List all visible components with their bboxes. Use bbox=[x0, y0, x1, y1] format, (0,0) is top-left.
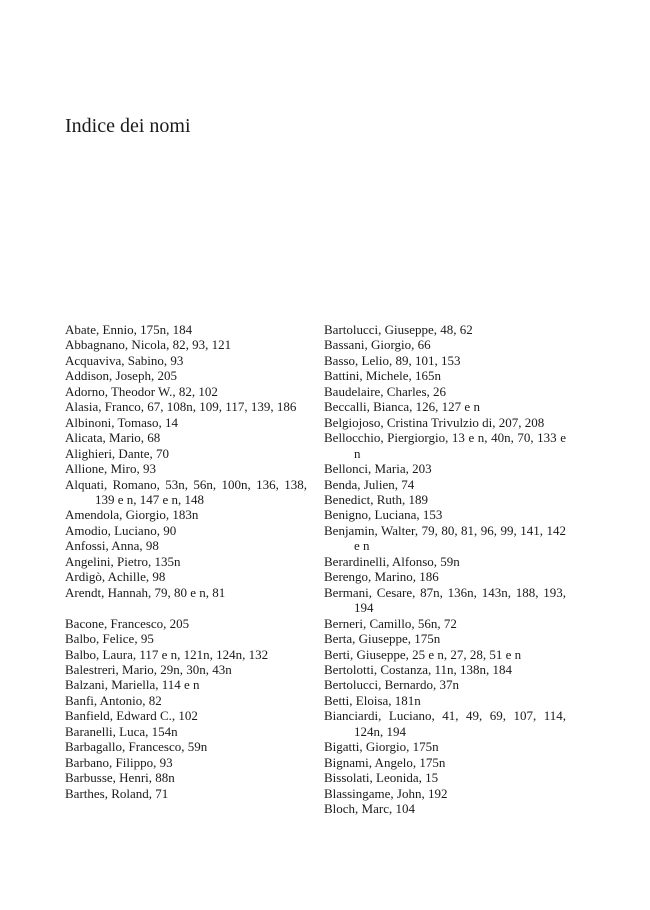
index-entry: Blassingame, John, 192 bbox=[324, 785, 448, 801]
index-entry: Allione, Miro, 93 bbox=[65, 461, 156, 477]
index-entry: Balbo, Laura, 117 e n, 121n, 124n, 132 bbox=[65, 646, 269, 662]
index-column-right bbox=[324, 322, 566, 817]
index-entry: Berardinelli, Alfonso, 59n bbox=[324, 553, 460, 569]
index-entry: Balestreri, Mario, 29n, 30n, 43n bbox=[65, 661, 232, 677]
index-column-left bbox=[65, 322, 307, 801]
index-entry: Barbagallo, Francesco, 59n bbox=[65, 739, 208, 755]
page-title: Indice dei nomi bbox=[65, 115, 191, 137]
index-entry: Balbo, Felice, 95 bbox=[65, 631, 154, 647]
index-entry: Albinoni, Tomaso, 14 bbox=[65, 414, 178, 430]
index-entry: Berti, Giuseppe, 25 e n, 27, 28, 51 e n bbox=[324, 646, 522, 662]
index-entry: Arendt, Hannah, 79, 80 e n, 81 bbox=[65, 584, 226, 600]
index-entry: Bacone, Francesco, 205 bbox=[65, 615, 190, 631]
index-entry: Abate, Ennio, 175n, 184 bbox=[65, 322, 193, 337]
index-entry: Berengo, Marino, 186 bbox=[324, 569, 439, 585]
index-entry: Amendola, Giorgio, 183n bbox=[65, 507, 199, 523]
index-entry: Benedict, Ruth, 189 bbox=[324, 491, 428, 507]
index-entry: Bissolati, Leonida, 15 bbox=[324, 770, 439, 786]
index-entry: Angelini, Pietro, 135n bbox=[65, 553, 181, 569]
index-entry: Barthes, Roland, 71 bbox=[65, 785, 169, 801]
index-entry: Bassani, Giorgio, 66 bbox=[324, 337, 431, 353]
index-entry: Bermani, Cesare, 87n, 136n, 143n, 188, 193, 194 bbox=[324, 584, 566, 616]
index-entry: Battini, Michele, 165n bbox=[324, 368, 441, 384]
index-entry: Adorno, Theodor W., 82, 102 bbox=[65, 383, 218, 399]
index-entry: Bloch, Marc, 104 bbox=[324, 801, 415, 817]
index-entry: Alicata, Mario, 68 bbox=[65, 430, 161, 446]
index-entry: Bianciardi, Luciano, 41, 49, 69, 107, 114, 124n, 194 bbox=[324, 708, 566, 739]
index-entry: Bigatti, Giorgio, 175n bbox=[324, 739, 439, 755]
index-entry: Barbusse, Henri, 88n bbox=[65, 770, 175, 786]
index-entry: Baudelaire, Charles, 26 bbox=[324, 383, 447, 399]
index-entry: Alasia, Franco, 67, 108n, 109, 117, 139, 186 bbox=[65, 399, 297, 415]
index-entry: Addison, Joseph, 205 bbox=[65, 368, 177, 384]
index-entry: Bertolotti, Costanza, 11n, 138n, 184 bbox=[324, 661, 512, 677]
index-entry: Basso, Lelio, 89, 101, 153 bbox=[324, 352, 461, 368]
index-entry: Baranelli, Luca, 154n bbox=[65, 723, 178, 739]
index-entry: Anfossi, Anna, 98 bbox=[65, 538, 159, 554]
index-entry: Bellocchio, Piergiorgio, 13 e n, 40n, 70, 133 e n bbox=[324, 430, 566, 461]
section-gap bbox=[65, 600, 307, 615]
index-entry: Alquati, Romano, 53n, 56n, 100n, 136, 138, 139 e n, 147 e n, 148 bbox=[65, 476, 307, 507]
index-entry: Bartolucci, Giuseppe, 48, 62 bbox=[324, 322, 473, 337]
index-entry: Berta, Giuseppe, 175n bbox=[324, 631, 441, 647]
index-entry: Balzani, Mariella, 114 e n bbox=[65, 677, 200, 693]
index-entry: Banfield, Edward C., 102 bbox=[65, 708, 198, 724]
index-entry: Ardigò, Achille, 98 bbox=[65, 569, 166, 585]
index-entry: Benda, Julien, 74 bbox=[324, 476, 415, 492]
index-entry: Benigno, Luciana, 153 bbox=[324, 507, 443, 523]
index-entry: Amodio, Luciano, 90 bbox=[65, 522, 177, 538]
index-entry: Barbano, Filippo, 93 bbox=[65, 754, 173, 770]
index-entry: Bertolucci, Bernardo, 37n bbox=[324, 677, 460, 693]
index-entry: Acquaviva, Sabino, 93 bbox=[65, 352, 184, 368]
index-entry: Banfi, Antonio, 82 bbox=[65, 692, 162, 708]
index-entry: Bignami, Angelo, 175n bbox=[324, 754, 446, 770]
index-entry: Benjamin, Walter, 79, 80, 81, 96, 99, 141, 142 e n bbox=[324, 522, 566, 554]
index-entry: Bellonci, Maria, 203 bbox=[324, 461, 432, 477]
index-entry: Berneri, Camillo, 56n, 72 bbox=[324, 615, 457, 631]
index-entry: Beccalli, Bianca, 126, 127 e n bbox=[324, 399, 480, 415]
index-entry: Alighieri, Dante, 70 bbox=[65, 445, 169, 461]
index-entry: Belgiojoso, Cristina Trivulzio di, 207, 208 bbox=[324, 414, 545, 430]
index-entry: Betti, Eloisa, 181n bbox=[324, 692, 421, 708]
index-entry: Abbagnano, Nicola, 82, 93, 121 bbox=[65, 337, 232, 353]
